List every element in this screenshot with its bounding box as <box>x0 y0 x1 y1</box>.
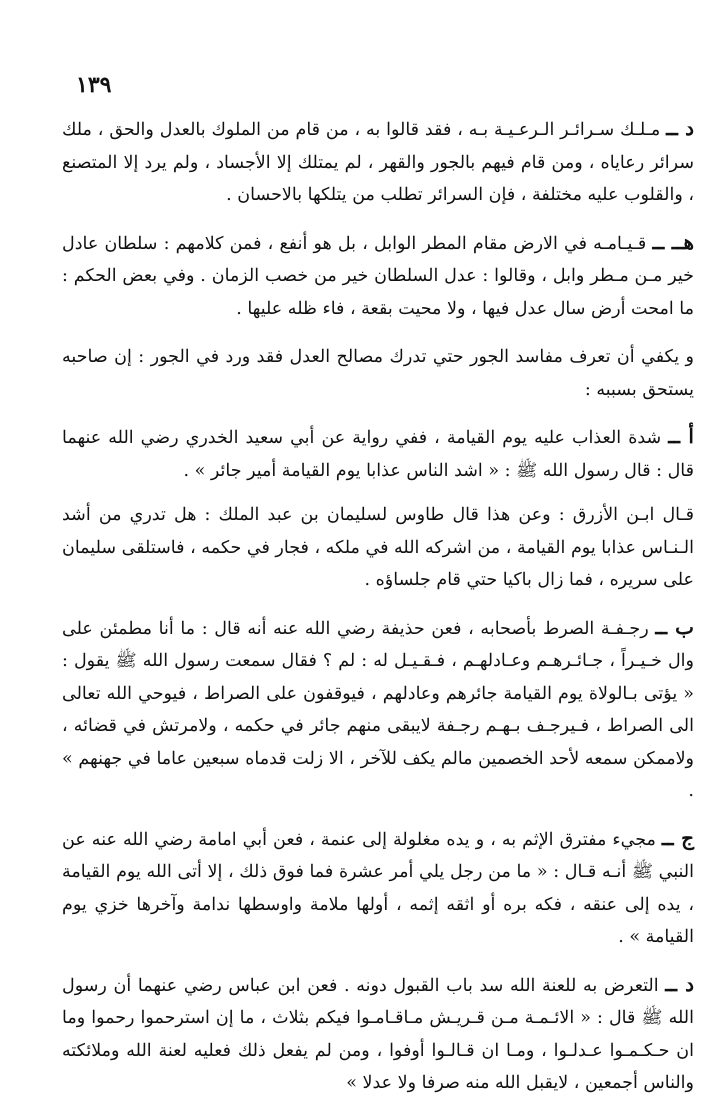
paragraph-lead: ج ــ <box>661 825 694 850</box>
paragraph-ha <box>62 226 694 326</box>
paragraph-lead: هــ ــ <box>652 229 694 254</box>
paragraph-text: شدة العذاب عليه يوم القيامة ، ففي رواية عن أبي سعيد الخدري رضي الله عنهما قال : قال رسول الله ﷺ : « اشد الناس عذابا يوم القيامة أمير جائر » . <box>62 428 694 481</box>
paragraph-text: قـال ابـن الأزرق : وعن هذا قال طاوس لسليمان بن عبد الملك : هل تدري من أشد الـنـاس عذابا يوم القيامة ، من اشركه الله في ملكه ، فجار في حكمه ، فاستلقى سليمان على سريره ، فما زال باكيا حتي قام جلساؤه . <box>62 505 694 590</box>
paragraph-text: رجـفـة الصرط بأصحابه ، فعن حذيفة رضي الله عنه أنه قال : ما أنا مطمئن على وال خـيـراً ، جـائـرهـم وعـادلهـم ، فـقـيـل له : لم ؟ فقال سمعت رسول الله ﷺ يقول : « يؤتى بـالولاة يوم القيامة جائرهم وعادلهم ، فيوقفون على الصراط ، فيوحي الله تعالى الى الصراط ، فـيرجـف بـهـم رجـفة لايبقى منهم جائر في حكمه ، ولامرتش في قضائه ، ولاممكن سمعه لأحد الخصمين مالم يكف للآخر ، الا زلت قدماه سبعين عاما في جهنهم » . <box>62 618 694 801</box>
paragraph-dal-1 <box>62 112 694 212</box>
paragraph-lead: د ــ <box>666 116 694 140</box>
paragraph-ibn-azraq <box>62 497 694 597</box>
paragraph-text: مـلـك سـرائـر الـرعـيـة بـه ، فقد قالوا به ، من قام من الملوك بالعدل والحق ، ملك سرائر رعاياه ، ومن قام فيهم بالجور والقهر ، لم يمتلك إلا الأجساد ، ولم يرد إلا المتصنع ، والقلوب عليه مختلفة ، فإن السرائر تطلب من يتلكها بالاحسان . <box>62 120 694 205</box>
paragraph-text: قـيـامـه في الارض مقام المطر الوابل ، بل هو أنفع ، فمن كلامهم : سلطان عادل خير مـن مـطر وابل ، وقالوا : عدل السلطان خير من خصب الزمان . وفي بعض الحكم : ما امحت أرض سال عدل فيها ، ولا محيت بقعة ، فاء ظله عليها . <box>62 233 694 319</box>
paragraph-text: و يكفي أن تعرف مفاسد الجور حتي تدرك مصالح العدل فقد ورد في الجور : إن صاحبه يستحق بسببه : <box>62 347 694 400</box>
paragraph-lead: أ ــ <box>668 424 694 448</box>
paragraph-intro <box>62 339 694 406</box>
paragraph-alif <box>62 420 694 487</box>
paragraph-jim <box>62 822 694 954</box>
paragraph-dal-2 <box>62 968 694 1100</box>
paragraph-text: مجيء مفترق الإثم به ، و يده مغلولة إلى عنمة ، فعن أبي امامة رضي الله عنه عن النبي ﷺ أنـه قـال : « ما من رجل يلي أمر عشرة فما فوق ذلك ، إلا أتى الله يوم القيامة ، يده إلى عنقه ، فكه بره أو اثقه إثمه ، أولها ملامة واوسطها ندامة وآخرها خزي يوم القيامة » . <box>62 829 694 947</box>
paragraph-ba <box>62 611 694 808</box>
paragraph-lead: ب ــ <box>655 614 694 639</box>
page-body <box>62 112 694 1114</box>
page-number: ١٣٩ <box>76 72 112 98</box>
paragraph-text: التعرض به للعنة الله سد باب القبول دونه . فعن ابن عباس رضي عنهما أن رسول الله ﷺ قال : « الائـمـة مـن قـريـش مـاقـامـوا فيكم بثلاث ، ما إن استرحموا رحموا وما ان حـكـمـوا عـدلـوا ، ومـا ان قـالـوا أوفوا ، ومن لم يفعل ذلك فعليه لعنة الله وملائكته والناس أجمعين ، لايقبل الله منه صرفا ولا عدلا » <box>62 975 694 1093</box>
paragraph-lead: د ــ <box>665 971 694 996</box>
